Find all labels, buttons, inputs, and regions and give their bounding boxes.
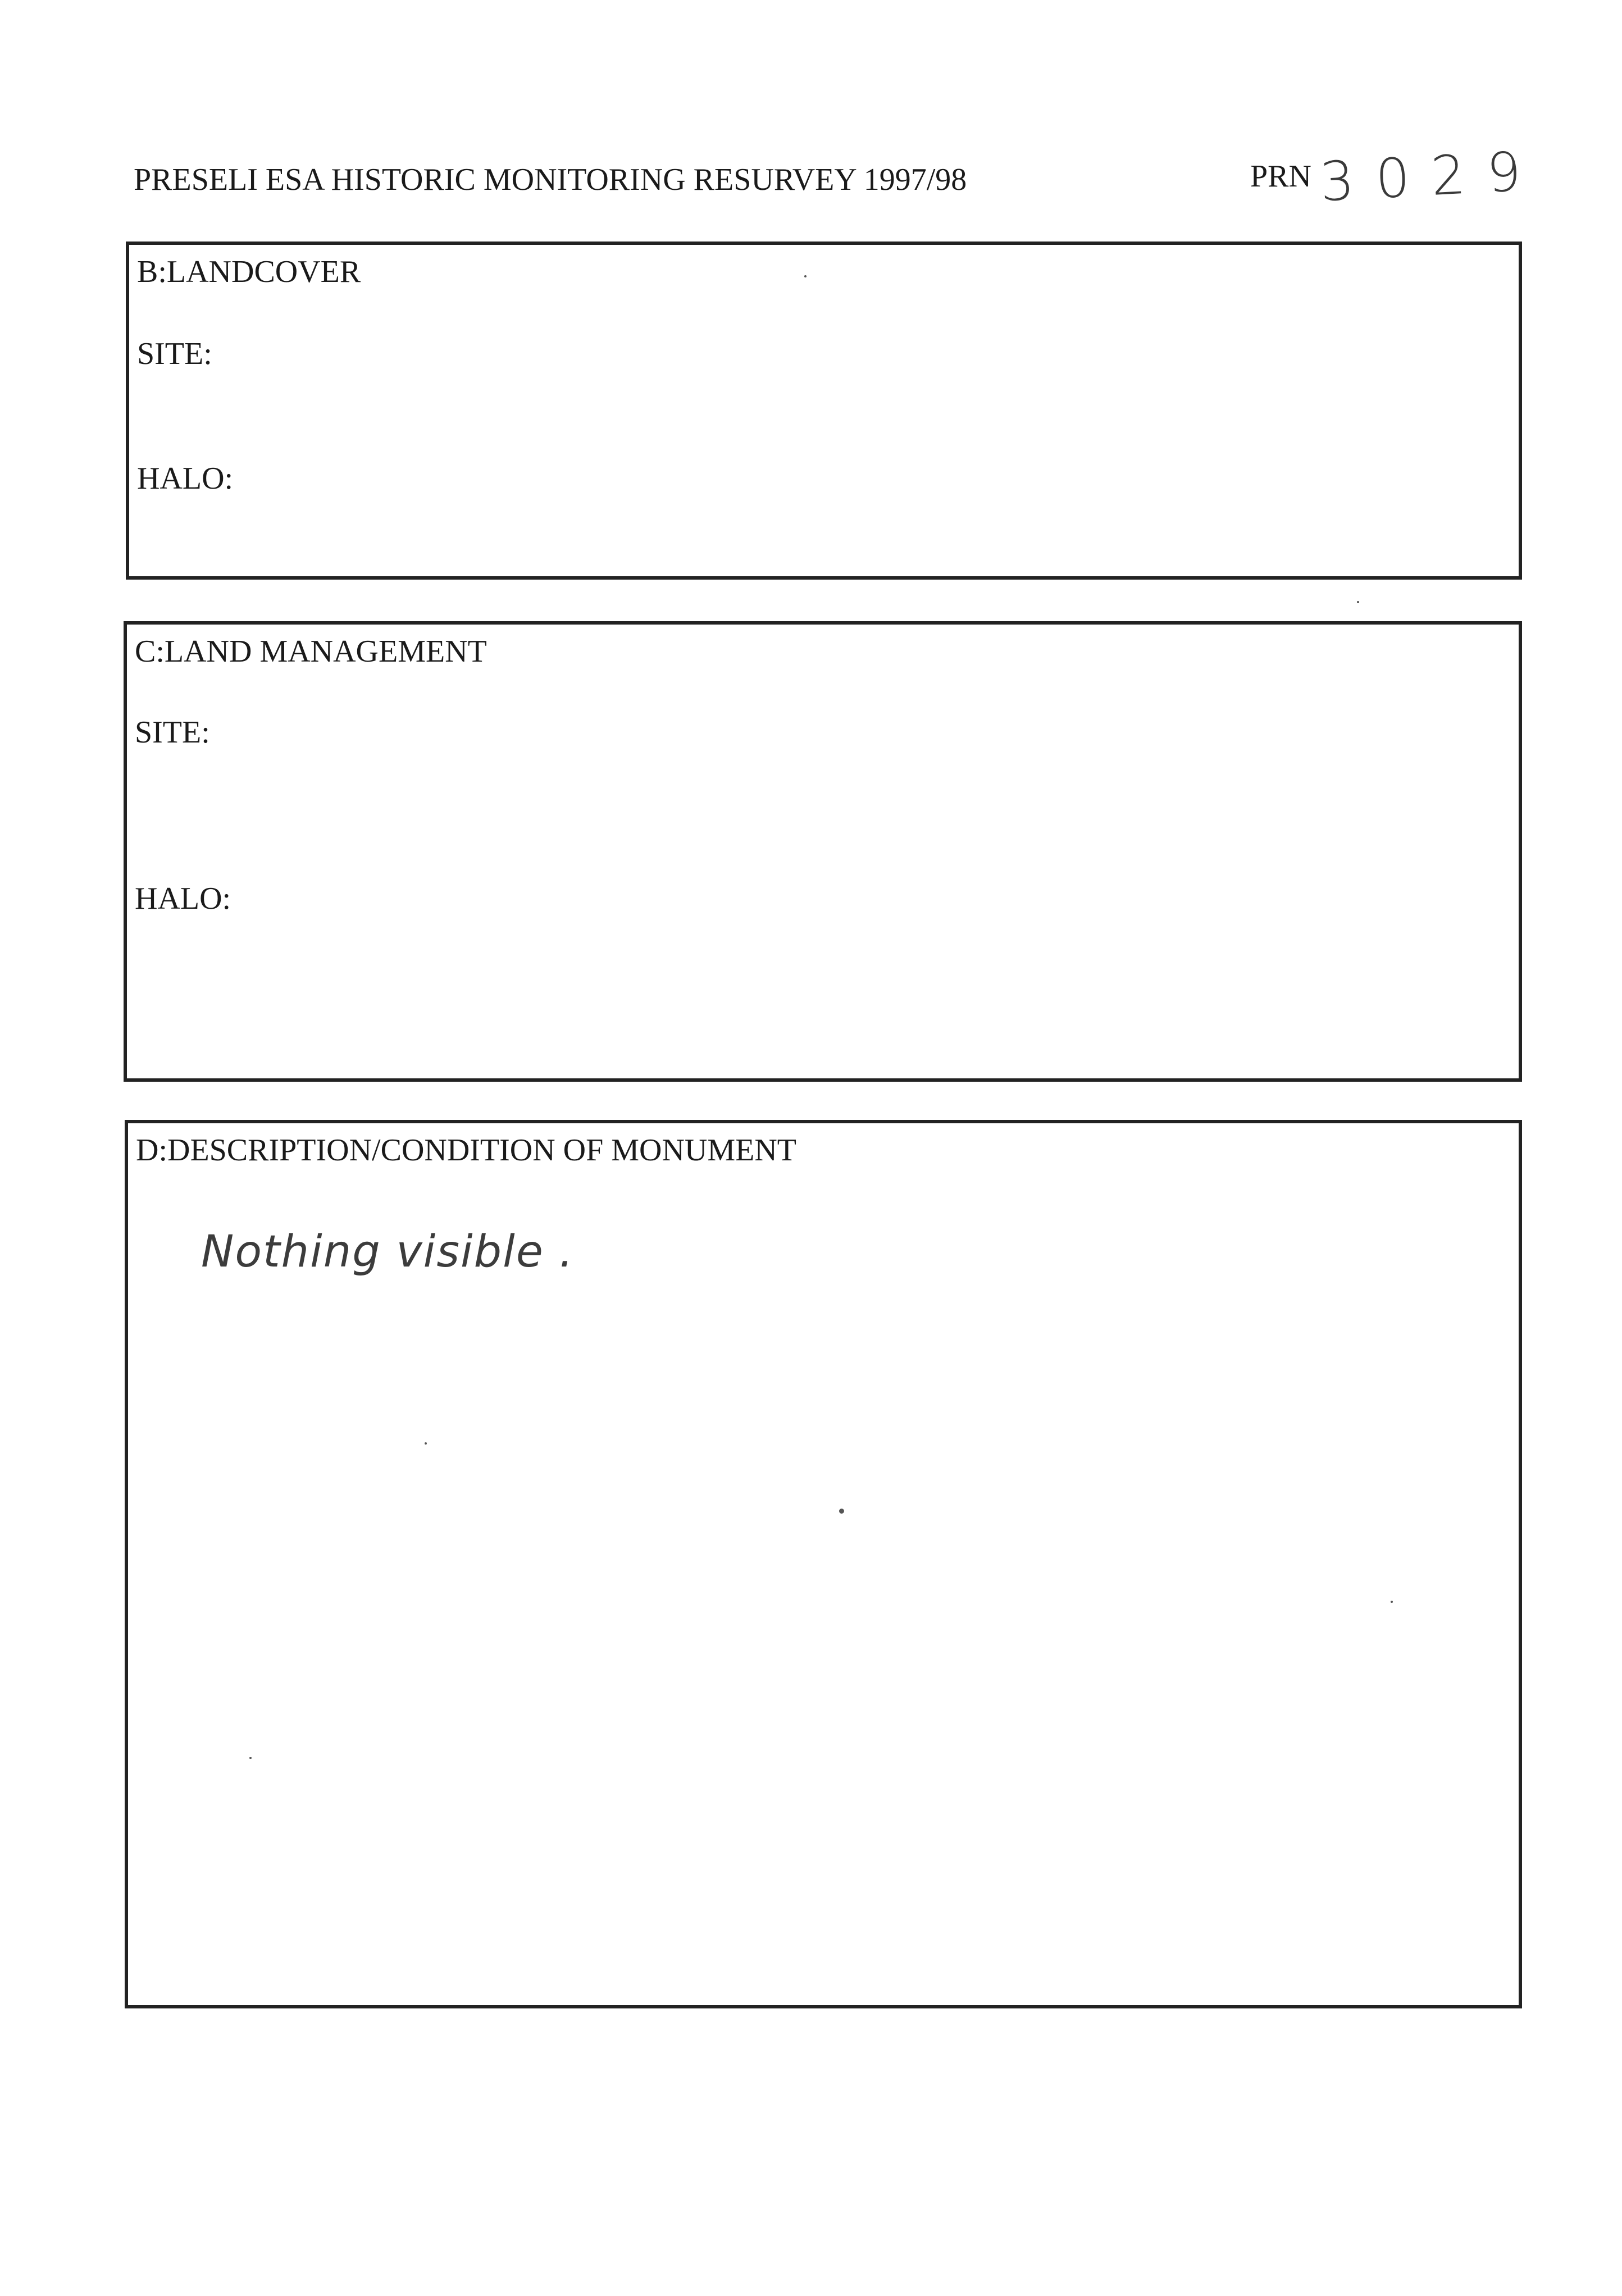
prn-label: PRN (1250, 159, 1311, 194)
landcover-halo-label: HALO: (137, 461, 234, 496)
land-management-heading: C:LAND MANAGEMENT (135, 634, 487, 669)
land-management-section (124, 621, 1522, 1082)
land-management-halo-label: HALO: (135, 881, 231, 916)
land-management-site-label: SITE: (135, 715, 210, 750)
description-handwritten-note: Nothing visible . (201, 1227, 575, 1277)
landcover-heading: B:LANDCOVER (137, 254, 361, 289)
description-heading: D:DESCRIPTION/CONDITION OF MONUMENT (136, 1133, 796, 1168)
form-title: PRESELI ESA HISTORIC MONITORING RESURVEY 1997/98 (134, 162, 967, 197)
landcover-section (126, 242, 1522, 580)
prn-value-handwritten: 3029 (1318, 139, 1544, 214)
landcover-site-label: SITE: (137, 336, 212, 371)
description-section (125, 1120, 1522, 2008)
